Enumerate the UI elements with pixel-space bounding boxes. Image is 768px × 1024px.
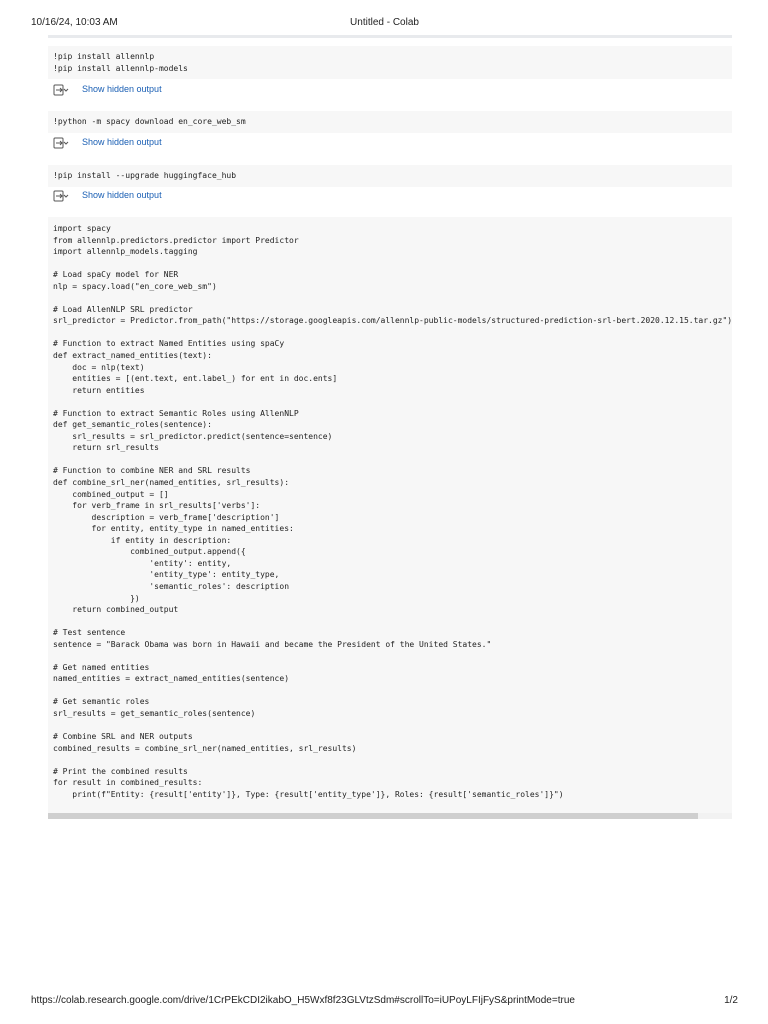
code-cell-source[interactable]: !pip install allennlp !pip install allennlp-models xyxy=(53,52,188,73)
print-footer xyxy=(31,995,738,1009)
show-hidden-output-link[interactable]: Show hidden output xyxy=(82,84,162,94)
print-header xyxy=(31,17,738,31)
page-number: 1/2 xyxy=(724,995,738,1006)
code-cell-source[interactable]: import spacy from allennlp.predictors.predictor import Predictor import allennlp_models.tagging # Load spaCy model for NER nlp = spacy.load("en_core_web_sm") # Load AllenNLP SRL predictor srl_predictor = Predictor.from_path("https://storage.googleapis.com/allennlp-public-models/structured-prediction-srl-bert.2020.12.15.tar.gz") # Function to extract Named Entities using spaCy def extract_named_entities(text): doc = nlp(text) entities = [(ent.text, ent.label_) for ent in doc.ents] return entities # Function to extract Semantic Roles using AllenNLP def get_semantic_roles(sentence): srl_results = srl_predictor.predict(sentence=sentence) return srl_results # Function to combine NER and SRL results def combine_srl_ner(named_entities, srl_results): combined_output = [] for verb_frame in srl_results['verbs']: description = verb_frame['description'] for entity, entity_type in named_entities: if entity in description: combined_output.append({ 'entity': entity, 'entity_type': entity_type, 'semantic_roles': description }) return combined_output # Test sentence sentence = "Barack Obama was born in Hawaii and became the President of the United States." # Get named entities named_entities = extract_named_entities(sentence) # Get semantic roles srl_results = get_semantic_roles(sentence) # Combine SRL and NER outputs combined_results = combine_srl_ner(named_entities, srl_results) # Print the combined results for result in combined_results: print(f"Entity: {result['entity']}, Type: {result['entity_type']}, Roles: {result['semantic_roles']}") xyxy=(53,224,732,799)
expand-output-icon[interactable] xyxy=(53,136,69,150)
expand-output-icon[interactable] xyxy=(53,189,69,203)
code-cell-source[interactable]: !pip install --upgrade huggingface_hub xyxy=(53,171,237,180)
print-datetime: 10/16/24, 10:03 AM xyxy=(31,17,118,28)
expand-output-icon[interactable] xyxy=(53,83,69,97)
code-cell-huggingface-upgrade[interactable] xyxy=(48,165,732,187)
code-cell-ner-srl[interactable] xyxy=(48,217,732,819)
code-cell-pip-allennlp[interactable] xyxy=(48,46,732,79)
show-hidden-output-link[interactable]: Show hidden output xyxy=(82,190,162,200)
horizontal-scrollbar[interactable] xyxy=(48,813,732,819)
notebook-title: Untitled - Colab xyxy=(350,17,419,28)
show-hidden-output-link[interactable]: Show hidden output xyxy=(82,137,162,147)
code-cell-spacy-download[interactable] xyxy=(48,111,732,133)
code-cell-source[interactable]: !python -m spacy download en_core_web_sm xyxy=(53,117,246,126)
horizontal-scrollbar-thumb[interactable] xyxy=(48,813,698,819)
notebook-top-divider xyxy=(48,35,732,38)
page-url: https://colab.research.google.com/drive/1CrPEkCDI2ikabO_H5Wxf8f23GLVtzSdm#scrollTo=iUPoyLFIjFyS&printMode=true xyxy=(31,995,575,1006)
